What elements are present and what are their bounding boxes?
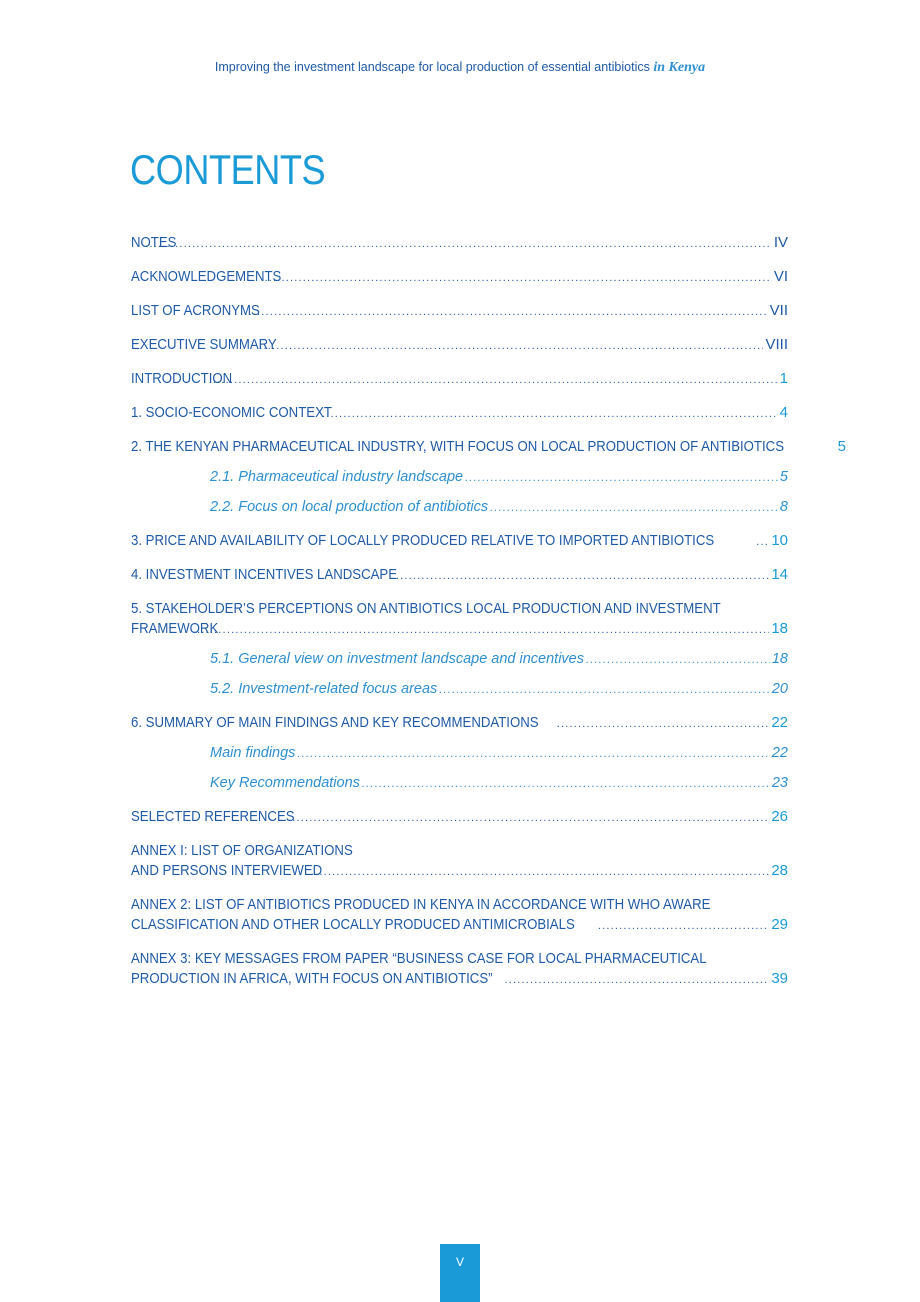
toc-entry-section-6[interactable] <box>131 713 788 734</box>
toc-entry-label-line2: CLASSIFICATION AND OTHER LOCALLY PRODUCED ANTIMICROBIALS <box>131 916 575 933</box>
toc-entry-label-line1: ANNEX 3: KEY MESSAGES FROM PAPER “BUSINESS CASE FOR LOCAL PHARMACEUTICAL <box>131 950 707 967</box>
dot-leader <box>311 862 769 882</box>
toc-entry-label-line1: 5. STAKEHOLDER’S PERCEPTIONS ON ANTIBIOTICS LOCAL PRODUCTION AND INVESTMENT <box>131 600 721 617</box>
dot-leader <box>465 468 778 488</box>
toc-entry-section-2-1[interactable] <box>131 467 788 488</box>
running-header-title: Improving the investment landscape for local production of essential antibiotics <box>214 60 650 74</box>
toc-entry-label: 2.1. Pharmaceutical industry landscape <box>210 469 464 485</box>
toc-entry-key-recommendations[interactable] <box>131 773 788 794</box>
dot-leader <box>209 370 778 390</box>
dot-leader <box>396 566 769 586</box>
toc-entry-page: 22 <box>771 745 788 761</box>
table-of-contents <box>131 233 846 1003</box>
toc-entry-page: 10 <box>771 532 788 549</box>
toc-entry-annex-1[interactable] <box>131 841 788 882</box>
toc-entry-acknowledgements[interactable] <box>131 267 788 288</box>
toc-entry-section-4[interactable] <box>131 565 788 586</box>
running-header <box>0 60 920 76</box>
toc-entry-label-line1: ANNEX I: LIST OF ORGANIZATIONS <box>131 842 353 859</box>
toc-entry-introduction[interactable] <box>131 369 788 390</box>
toc-entry-label: 6. SUMMARY OF MAIN FINDINGS AND KEY RECOMMENDATIONS <box>131 714 539 731</box>
toc-entry-label-line2: AND PERSONS INTERVIEWED <box>131 862 323 879</box>
toc-entry-label: 4. INVESTMENT INCENTIVES LANDSCAPE <box>131 566 398 583</box>
toc-entry-annex-2[interactable] <box>131 895 788 936</box>
toc-entry-page: 39 <box>771 970 788 987</box>
toc-entry-label: 2. THE KENYAN PHARMACEUTICAL INDUSTRY, WITH FOCUS ON LOCAL PRODUCTION OF ANTIBIOTICS <box>131 438 785 455</box>
toc-entry-page: 28 <box>771 862 788 879</box>
dot-leader <box>586 650 770 670</box>
toc-entry-page: 5 <box>779 469 788 485</box>
dot-leader <box>240 302 768 322</box>
toc-entry-page: VI <box>773 268 788 285</box>
dot-leader <box>259 336 763 356</box>
toc-entry-page: 26 <box>771 808 788 825</box>
dot-leader <box>439 680 770 700</box>
toc-entry-page: 20 <box>771 681 788 697</box>
toc-entry-page: 4 <box>779 404 788 421</box>
toc-entry-page: 18 <box>771 651 788 667</box>
toc-entry-label: 1. SOCIO-ECONOMIC CONTEXT <box>131 404 332 421</box>
page-number-tab <box>440 1244 480 1302</box>
toc-entry-page: IV <box>773 234 788 251</box>
toc-entry-label-line1: ANNEX 2: LIST OF ANTIBIOTICS PRODUCED IN KENYA IN ACCORDANCE WITH WHO AWARE <box>131 896 711 913</box>
toc-entry-label: SELECTED REFERENCES <box>131 808 295 825</box>
toc-entry-section-1[interactable] <box>131 403 788 424</box>
toc-entry-label: INTRODUCTION <box>131 370 233 387</box>
toc-entry-section-5[interactable] <box>131 599 788 640</box>
toc-entry-label: LIST OF ACRONYMS <box>131 302 260 319</box>
dot-leader <box>557 714 770 734</box>
toc-entry-label: 2.2. Focus on local production of antibiotics <box>210 499 489 515</box>
toc-entry-acronyms[interactable] <box>131 301 788 322</box>
dot-leader <box>490 498 778 518</box>
toc-entry-page: VIII <box>765 336 788 353</box>
page-number: V <box>455 1255 464 1269</box>
toc-entry-page: 18 <box>771 620 788 637</box>
dot-leader <box>598 916 769 936</box>
toc-entry-executive-summary[interactable] <box>131 335 788 356</box>
toc-entry-label: 5.1. General view on investment landscape and incentives <box>210 651 584 667</box>
toc-entry-label: 5.2. Investment-related focus areas <box>210 681 438 697</box>
toc-entry-label-line2: FRAMEWORK <box>131 620 219 637</box>
page-title: CONTENTS <box>130 146 326 193</box>
toc-entry-notes[interactable] <box>131 233 788 254</box>
dot-leader <box>145 234 772 254</box>
toc-entry-page: 23 <box>771 775 788 791</box>
toc-entry-section-5-2[interactable] <box>131 679 788 700</box>
dot-leader <box>264 268 771 288</box>
dot-leader <box>362 774 770 794</box>
toc-entry-page: 5 <box>837 438 846 455</box>
toc-entry-label: Main findings <box>210 745 296 761</box>
toc-entry-section-3[interactable] <box>131 531 788 552</box>
toc-entry-page: 14 <box>771 566 788 583</box>
toc-entry-section-5-1[interactable] <box>131 649 788 670</box>
toc-entry-main-findings[interactable] <box>131 743 788 764</box>
toc-entry-label: EXECUTIVE SUMMARY <box>131 336 277 353</box>
toc-entry-label: ACKNOWLEDGEMENTS <box>131 268 282 285</box>
toc-entry-label: Key Recommendations <box>210 775 360 791</box>
toc-entry-page: VII <box>769 302 788 319</box>
toc-entry-references[interactable] <box>131 807 788 828</box>
toc-entry-page: 8 <box>779 499 788 515</box>
dot-leader <box>504 970 769 990</box>
toc-entry-label-line2: PRODUCTION IN AFRICA, WITH FOCUS ON ANTIBIOTICS” <box>131 970 493 987</box>
dot-leader <box>297 744 769 764</box>
dot-leader <box>279 808 769 828</box>
toc-entry-page: 29 <box>771 916 788 933</box>
toc-entry-annex-3[interactable] <box>131 949 788 990</box>
toc-entry-label: NOTES <box>131 234 177 251</box>
toc-entry-label: 3. PRICE AND AVAILABILITY OF LOCALLY PRODUCED RELATIVE TO IMPORTED ANTIBIOTICS <box>131 532 715 549</box>
toc-entry-page: 22 <box>771 714 788 731</box>
dot-leader <box>756 532 769 552</box>
toc-entry-section-2[interactable] <box>131 437 846 458</box>
toc-entry-section-2-2[interactable] <box>131 497 788 518</box>
running-header-country: in Kenya <box>653 60 706 75</box>
toc-entry-page: 1 <box>779 370 788 387</box>
dot-leader <box>322 404 778 424</box>
dot-leader <box>193 620 770 640</box>
